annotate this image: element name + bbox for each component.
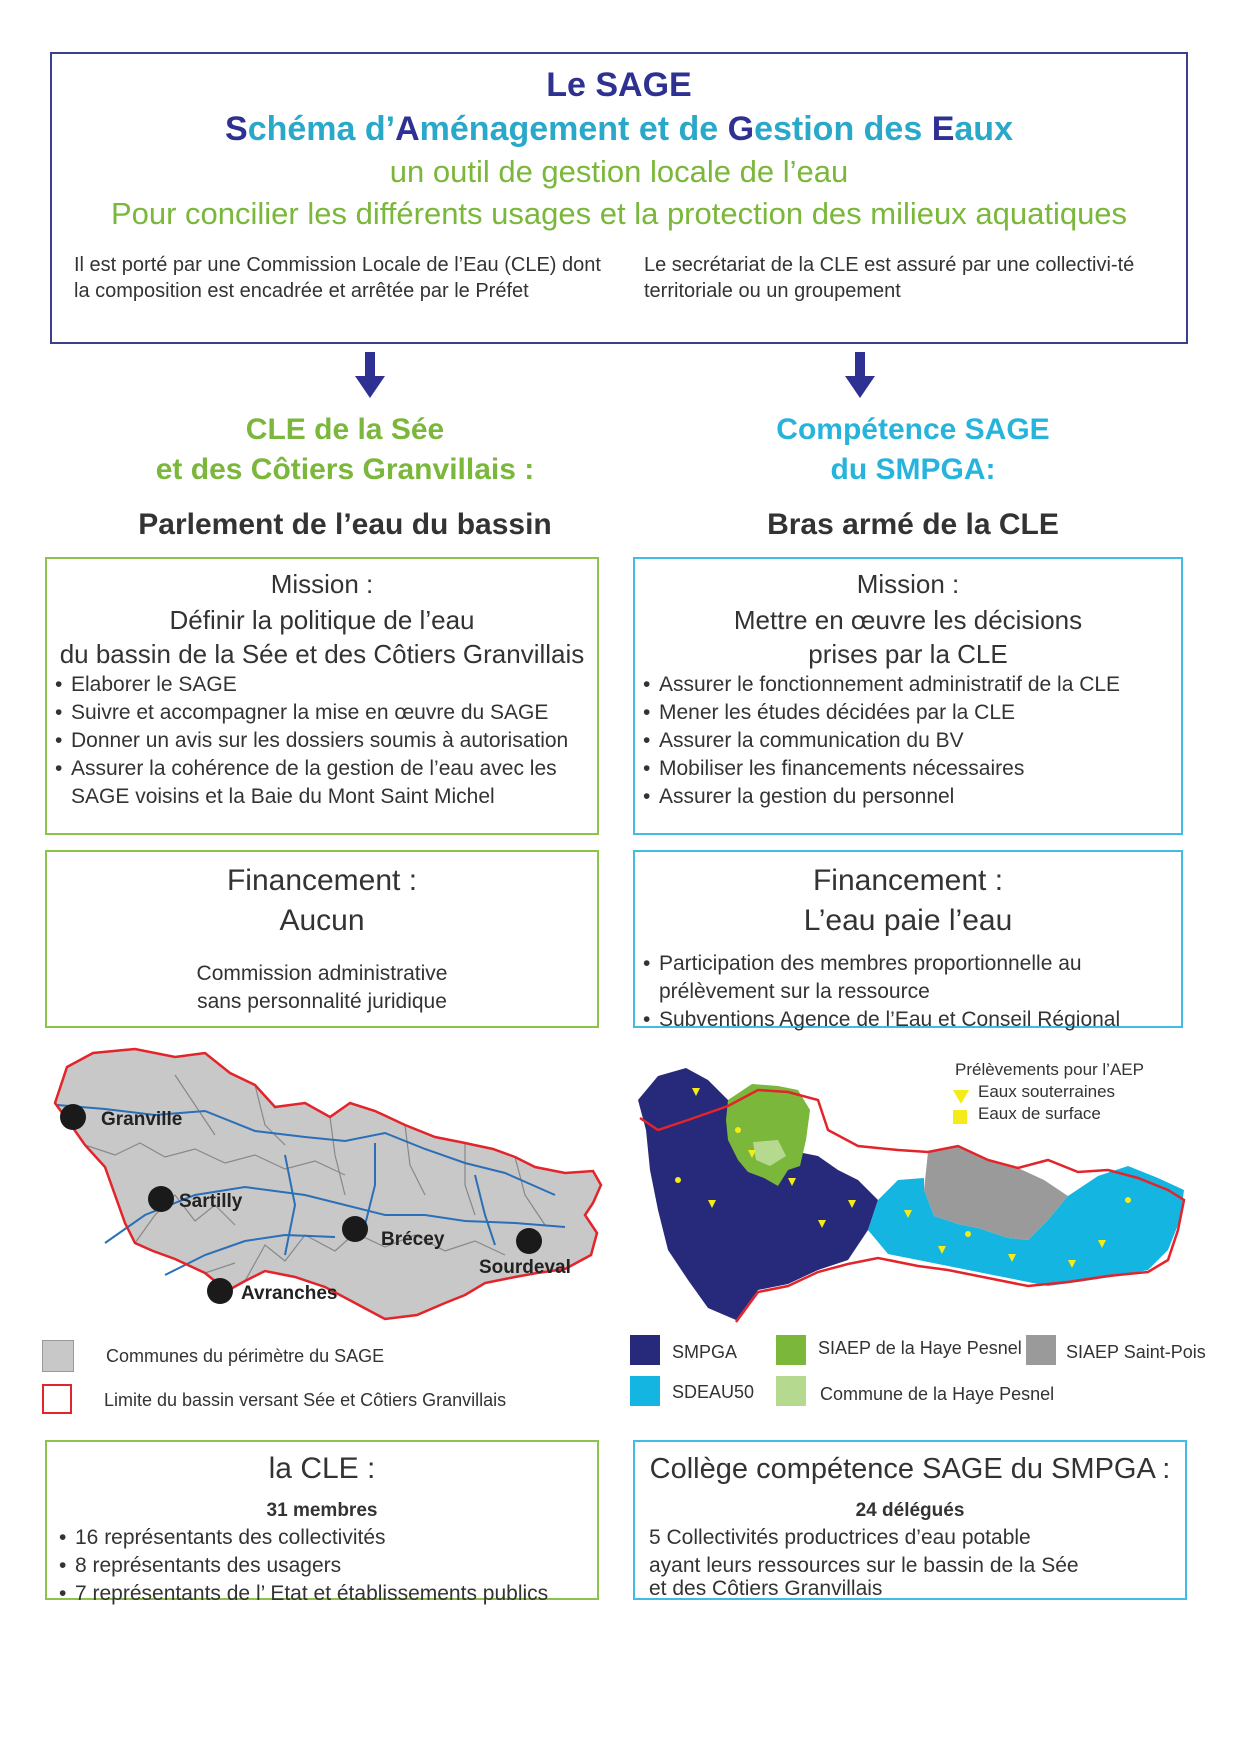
right-column-title: Compétence SAGE du SMPGA: bbox=[776, 413, 1050, 486]
groundwater-marker-icon bbox=[953, 1088, 969, 1104]
list-item: • Mener les études décidées par la CLE bbox=[641, 699, 1177, 727]
town-label: Avranches bbox=[241, 1283, 338, 1304]
list-item: • Assurer la gestion du personnel bbox=[641, 783, 1177, 811]
legend-swatch-siaep-pois bbox=[1026, 1335, 1056, 1365]
cle-count: 31 membres bbox=[266, 1500, 378, 1521]
financement-text-2: sans personnalité juridique bbox=[197, 990, 447, 1013]
prelevement-title: Prélèvements pour l’AEP bbox=[955, 1060, 1144, 1079]
basin-communes-area bbox=[55, 1049, 601, 1319]
list-item: • Assurer le fonctionnement administratif de la CLE bbox=[641, 671, 1177, 699]
legend-swatch-siaep-haye bbox=[776, 1335, 806, 1365]
financement-text-1: Commission administrative bbox=[196, 962, 448, 985]
mission-list bbox=[53, 671, 593, 811]
financement-box-left bbox=[45, 850, 599, 1028]
left-column-title: CLE de la Sée et des Côtiers Granvillais : bbox=[155, 413, 535, 486]
financement-label: Financement : bbox=[226, 864, 418, 897]
prelevement-item: Eaux souterraines bbox=[978, 1082, 1116, 1101]
header-acronym: Schéma d’Aménagement et de Gestion des Eaux bbox=[225, 110, 1013, 148]
header-paragraph-right: Le secrétariat de la CLE est assuré par une collectivi-té territoriale ou un groupement bbox=[644, 254, 1135, 302]
town-label: Sartilly bbox=[179, 1191, 243, 1212]
legend-label: SIAEP de la Haye Pesnel bbox=[818, 1338, 1022, 1358]
legend-swatch-commune-haye bbox=[776, 1376, 806, 1406]
header-title: Le SAGE bbox=[546, 66, 692, 104]
cle-title: la CLE : bbox=[268, 1452, 376, 1485]
legend-label: Commune de la Haye Pesnel bbox=[820, 1384, 1055, 1404]
cle-list bbox=[57, 1524, 593, 1608]
mission-label: Mission : bbox=[270, 569, 374, 599]
sage-basin-map bbox=[45, 1045, 615, 1345]
legend-label: Limite du bassin versant Sée et Côtiers Granvillais bbox=[104, 1390, 507, 1410]
legend-label: Communes du périmètre du SAGE bbox=[106, 1346, 385, 1366]
mission-line-1: Mettre en œuvre les décisions bbox=[733, 605, 1083, 635]
right-column-subtitle: Bras armé de la CLE bbox=[767, 508, 1059, 541]
financement-list bbox=[641, 950, 1121, 1034]
list-item: • Mobiliser les financements nécessaires bbox=[641, 755, 1177, 783]
list-item: • 8 représentants des usagers bbox=[57, 1552, 593, 1580]
legend-swatch-smpga bbox=[630, 1335, 660, 1365]
list-item: • 16 représentants des collectivités bbox=[57, 1524, 593, 1552]
college-text-3: et des Côtiers Granvillais bbox=[649, 1577, 883, 1600]
college-text-1: 5 Collectivités productrices d’eau potable bbox=[649, 1526, 1031, 1549]
college-text-2: ayant leurs ressources sur le bassin de la Sée bbox=[649, 1554, 1079, 1577]
arrow-down-icon bbox=[355, 352, 385, 398]
legend-swatch-communes bbox=[42, 1340, 74, 1372]
header-box bbox=[50, 52, 1188, 344]
mission-box-left bbox=[45, 557, 599, 835]
legend-label: SDEAU50 bbox=[672, 1382, 755, 1402]
financement-value: L’eau paie l’eau bbox=[803, 904, 1013, 937]
list-item: • Assurer la cohérence de la gestion de l’eau avec les SAGE voisins et la Baie du Mont Saint Michel bbox=[53, 755, 593, 811]
financement-box-right bbox=[633, 850, 1183, 1031]
header-paragraph-left: Il est porté par une Commission Locale de l’Eau (CLE) dont la composition est encadrée et arrêtée par le Préfet bbox=[74, 254, 601, 302]
town-label: Sourdeval bbox=[479, 1257, 571, 1278]
header-subtitle-1: un outil de gestion locale de l’eau bbox=[389, 154, 849, 189]
prelevement-item: Eaux de surface bbox=[978, 1104, 1101, 1123]
legend-label: SIAEP Saint-Pois bbox=[1066, 1342, 1206, 1362]
legend-swatch-limit bbox=[42, 1384, 72, 1414]
list-item: • Participation des membres proportionnelle au prélèvement sur la ressource bbox=[641, 950, 1121, 1006]
town-label: Granville bbox=[101, 1109, 183, 1130]
list-item: • Elaborer le SAGE bbox=[53, 671, 593, 699]
college-title: Collège compétence SAGE du SMPGA : bbox=[649, 1453, 1171, 1485]
college-box bbox=[633, 1440, 1187, 1600]
list-item: • 7 représentants de l’ Etat et établissements publics bbox=[57, 1580, 593, 1608]
mission-list bbox=[641, 671, 1177, 811]
financement-value: Aucun bbox=[279, 904, 365, 937]
legend-label: SMPGA bbox=[672, 1342, 738, 1362]
college-count: 24 délégués bbox=[855, 1500, 965, 1521]
header-subtitle-2: Pour concilier les différents usages et la protection des milieux aquatiques bbox=[110, 196, 1128, 231]
list-item: • Suivre et accompagner la mise en œuvre du SAGE bbox=[53, 699, 593, 727]
mission-line-1: Définir la politique de l’eau bbox=[169, 605, 475, 635]
legend-swatch-sdeau bbox=[630, 1376, 660, 1406]
mission-line-2: du bassin de la Sée et des Côtiers Granvillais bbox=[59, 639, 585, 669]
list-item: • Assurer la communication du BV bbox=[641, 727, 1177, 755]
mission-line-2: prises par la CLE bbox=[808, 639, 1008, 669]
arrow-down-icon bbox=[845, 352, 875, 398]
financement-label: Financement : bbox=[812, 864, 1004, 897]
town-label: Brécey bbox=[381, 1229, 445, 1250]
cle-box bbox=[45, 1440, 599, 1605]
surfacewater-marker-icon bbox=[953, 1110, 967, 1124]
list-item: • Subventions Agence de l’Eau et Conseil Régional bbox=[641, 1006, 1121, 1034]
list-item: • Donner un avis sur les dossiers soumis à autorisation bbox=[53, 727, 593, 755]
left-column-subtitle: Parlement de l’eau du bassin bbox=[138, 508, 552, 541]
mission-box-right bbox=[633, 557, 1183, 835]
mission-label: Mission : bbox=[856, 569, 960, 599]
